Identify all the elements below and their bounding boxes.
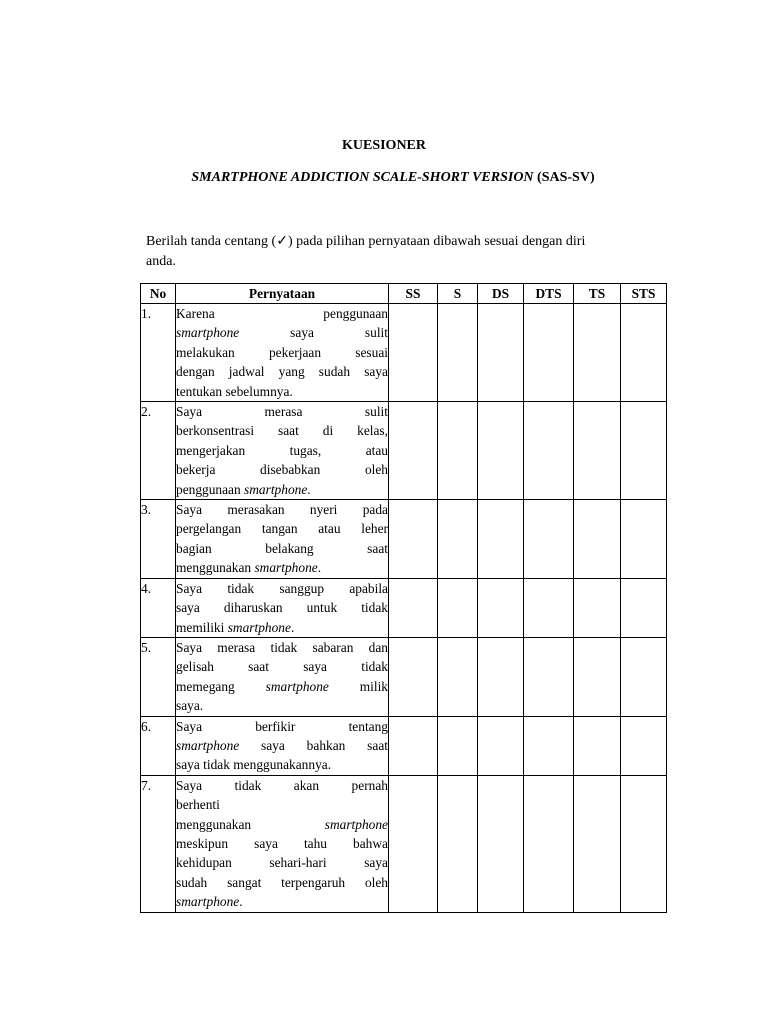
statement-text: milik — [328, 678, 388, 694]
statement-italic-term: smartphone — [324, 816, 388, 832]
answer-cell-ds[interactable] — [478, 637, 524, 716]
statement-line — [176, 362, 388, 381]
statement-line — [176, 304, 388, 323]
statement-text: Saya merasakan nyeri pada — [176, 502, 388, 518]
header-ts: TS — [574, 284, 621, 304]
statement-line — [176, 815, 388, 834]
statement-text: berkonsentrasi saat di kelas, — [176, 423, 388, 439]
statement-text: pergelangan tangan atau leher — [176, 521, 388, 537]
statement-text: melakukan pekerjaan sesuai — [176, 344, 388, 360]
statement-text: tentukan sebelumnya. — [176, 383, 293, 399]
answer-cell-ds[interactable] — [478, 402, 524, 500]
statement-cell — [176, 578, 389, 637]
statement-italic-term: smartphone — [176, 894, 240, 910]
statement-text: penggunaan — [176, 481, 245, 497]
answer-cell-sts[interactable] — [621, 402, 667, 500]
header-s: S — [438, 284, 478, 304]
answer-cell-ts[interactable] — [574, 500, 621, 579]
answer-cell-ss[interactable] — [389, 637, 438, 716]
row-number: 5. — [141, 637, 176, 716]
statement-line — [176, 795, 388, 814]
answer-cell-sts[interactable] — [621, 500, 667, 579]
answer-cell-ss[interactable] — [389, 716, 438, 775]
statement-line — [176, 519, 388, 538]
statement-line — [176, 618, 388, 637]
statement-text: saya bahkan saat — [239, 737, 388, 753]
statement-text: menggunakan — [176, 816, 325, 832]
statement-text: . — [290, 619, 295, 635]
answer-cell-ts[interactable] — [574, 716, 621, 775]
header-dts: DTS — [524, 284, 574, 304]
statement-text: sudah sangat terpengaruh oleh — [176, 874, 388, 890]
statement-line — [176, 579, 388, 598]
answer-cell-sts[interactable] — [621, 775, 667, 912]
instruction-line-2: anda. — [146, 254, 176, 269]
statement-line — [176, 402, 388, 421]
answer-cell-ts[interactable] — [574, 578, 621, 637]
answer-cell-ts[interactable] — [574, 402, 621, 500]
statement-text: bekerja disebabkan oleh — [176, 462, 388, 478]
statement-line — [176, 480, 388, 499]
statement-text: Saya tidak akan pernah — [176, 777, 388, 793]
statement-line — [176, 343, 388, 362]
answer-cell-s[interactable] — [438, 716, 478, 775]
statement-cell — [176, 775, 389, 912]
row-number: 7. — [141, 775, 176, 912]
statement-line — [176, 853, 388, 872]
answer-cell-s[interactable] — [438, 304, 478, 402]
instruction-text — [146, 232, 646, 272]
statement-text: penggunaan — [214, 306, 388, 321]
answer-cell-ss[interactable] — [389, 304, 438, 402]
document-subtitle — [0, 170, 768, 186]
table-row — [141, 402, 667, 500]
answer-cell-s[interactable] — [438, 500, 478, 579]
answer-cell-ds[interactable] — [478, 578, 524, 637]
statement-text: saya. — [176, 698, 204, 714]
statement-text: bagian belakang saat — [176, 540, 388, 556]
statement-line — [176, 873, 388, 892]
answer-cell-ds[interactable] — [478, 304, 524, 402]
statement-text: Karena — [176, 306, 215, 321]
statement-text: dengan jadwal yang sudah saya — [176, 364, 388, 380]
statement-text: Saya merasa tidak sabaran dan — [176, 639, 388, 655]
statement-text: berhenti — [176, 797, 220, 813]
table-row — [141, 775, 667, 912]
statement-cell — [176, 304, 389, 402]
statement-text: Saya berfikir tentang — [176, 718, 388, 734]
statement-text: . — [317, 560, 322, 576]
statement-text: meskipun saya tahu bahwa — [176, 835, 388, 851]
statement-line — [176, 460, 388, 479]
statement-text: memegang — [176, 678, 266, 694]
answer-cell-sts[interactable] — [621, 637, 667, 716]
statement-line — [176, 677, 388, 696]
statement-line — [176, 539, 388, 558]
row-number: 2. — [141, 402, 176, 500]
statement-line — [176, 736, 388, 755]
answer-cell-ss[interactable] — [389, 500, 438, 579]
statement-text: menggunakan — [176, 560, 255, 576]
statement-line — [176, 323, 388, 342]
statement-line — [176, 500, 388, 519]
subtitle-rest: (SAS-SV) — [533, 170, 595, 185]
statement-text: saya — [239, 325, 314, 341]
statement-text: kehidupan sehari-hari saya — [176, 855, 388, 871]
statement-text: saya tidak menggunakannya. — [176, 757, 332, 773]
statement-line — [176, 776, 388, 795]
answer-cell-dts[interactable] — [524, 716, 574, 775]
statement-text: . — [307, 481, 311, 497]
statement-line — [176, 382, 388, 401]
row-number: 4. — [141, 578, 176, 637]
statement-line — [176, 755, 388, 774]
statement-italic-term: smartphone — [254, 560, 318, 576]
answer-cell-dts[interactable] — [524, 775, 574, 912]
statement-italic-term: smartphone — [176, 737, 240, 753]
statement-text: Saya tidak sanggup apabila — [176, 580, 388, 596]
statement-line — [176, 421, 388, 440]
statement-line — [176, 558, 388, 577]
header-pernyataan: Pernyataan — [176, 284, 389, 304]
answer-cell-s[interactable] — [438, 578, 478, 637]
answer-cell-ds[interactable] — [478, 500, 524, 579]
statement-text: gelisah saat saya tidak — [176, 659, 388, 675]
answer-cell-s[interactable] — [438, 775, 478, 912]
statement-cell — [176, 402, 389, 500]
answer-cell-dts[interactable] — [524, 578, 574, 637]
statement-cell — [176, 637, 389, 716]
row-number: 1. — [141, 304, 176, 402]
instruction-line-1: Berilah tanda centang (✓) pada pilihan pernyataan dibawah sesuai dengan diri — [146, 234, 586, 249]
statement-line — [176, 638, 388, 657]
statement-text: mengerjakan tugas, atau — [176, 442, 388, 458]
header-ss: SS — [389, 284, 438, 304]
answer-cell-sts[interactable] — [621, 304, 667, 402]
header-ds: DS — [478, 284, 524, 304]
answer-cell-dts[interactable] — [524, 304, 574, 402]
answer-cell-dts[interactable] — [524, 637, 574, 716]
statement-cell — [176, 716, 389, 775]
table-row — [141, 637, 667, 716]
statement-line — [176, 441, 388, 460]
statement-text: memiliki — [176, 619, 228, 635]
table-row — [141, 716, 667, 775]
header-no: No — [141, 284, 176, 304]
statement-text: Saya merasa sulit — [176, 404, 388, 420]
statement-line — [176, 696, 388, 715]
answer-cell-ts[interactable] — [574, 304, 621, 402]
row-number: 3. — [141, 500, 176, 579]
table-row — [141, 304, 667, 402]
document-title: KUESIONER — [341, 138, 427, 153]
statement-text: . — [239, 894, 243, 910]
table-header-row — [141, 284, 667, 304]
answer-cell-s[interactable] — [438, 402, 478, 500]
answer-cell-ts[interactable] — [574, 637, 621, 716]
answer-cell-s[interactable] — [438, 637, 478, 716]
answer-cell-ss[interactable] — [389, 402, 438, 500]
answer-cell-dts[interactable] — [524, 500, 574, 579]
statement-cell — [176, 500, 389, 579]
statement-text: sulit — [313, 325, 388, 341]
answer-cell-ss[interactable] — [389, 775, 438, 912]
answer-cell-ss[interactable] — [389, 578, 438, 637]
statement-line — [176, 657, 388, 676]
statement-line — [176, 598, 388, 617]
row-number: 6. — [141, 716, 176, 775]
table-row — [141, 578, 667, 637]
header-sts: STS — [621, 284, 667, 304]
statement-italic-term: smartphone — [244, 481, 308, 497]
statement-text: saya diharuskan untuk tidak — [176, 600, 388, 616]
statement-italic-term: smartphone — [265, 678, 329, 694]
answer-cell-ts[interactable] — [574, 775, 621, 912]
questionnaire-table — [140, 283, 667, 913]
statement-line — [176, 834, 388, 853]
statement-italic-term: smartphone — [227, 619, 291, 635]
answer-cell-ds[interactable] — [478, 716, 524, 775]
statement-line — [176, 717, 388, 736]
statement-line — [176, 892, 388, 911]
answer-cell-sts[interactable] — [621, 578, 667, 637]
answer-cell-sts[interactable] — [621, 716, 667, 775]
table-row — [141, 500, 667, 579]
answer-cell-dts[interactable] — [524, 402, 574, 500]
answer-cell-ds[interactable] — [478, 775, 524, 912]
subtitle-italic: SMARTPHONE ADDICTION SCALE-SHORT VERSION — [191, 170, 534, 185]
statement-italic-term: smartphone — [176, 325, 240, 341]
